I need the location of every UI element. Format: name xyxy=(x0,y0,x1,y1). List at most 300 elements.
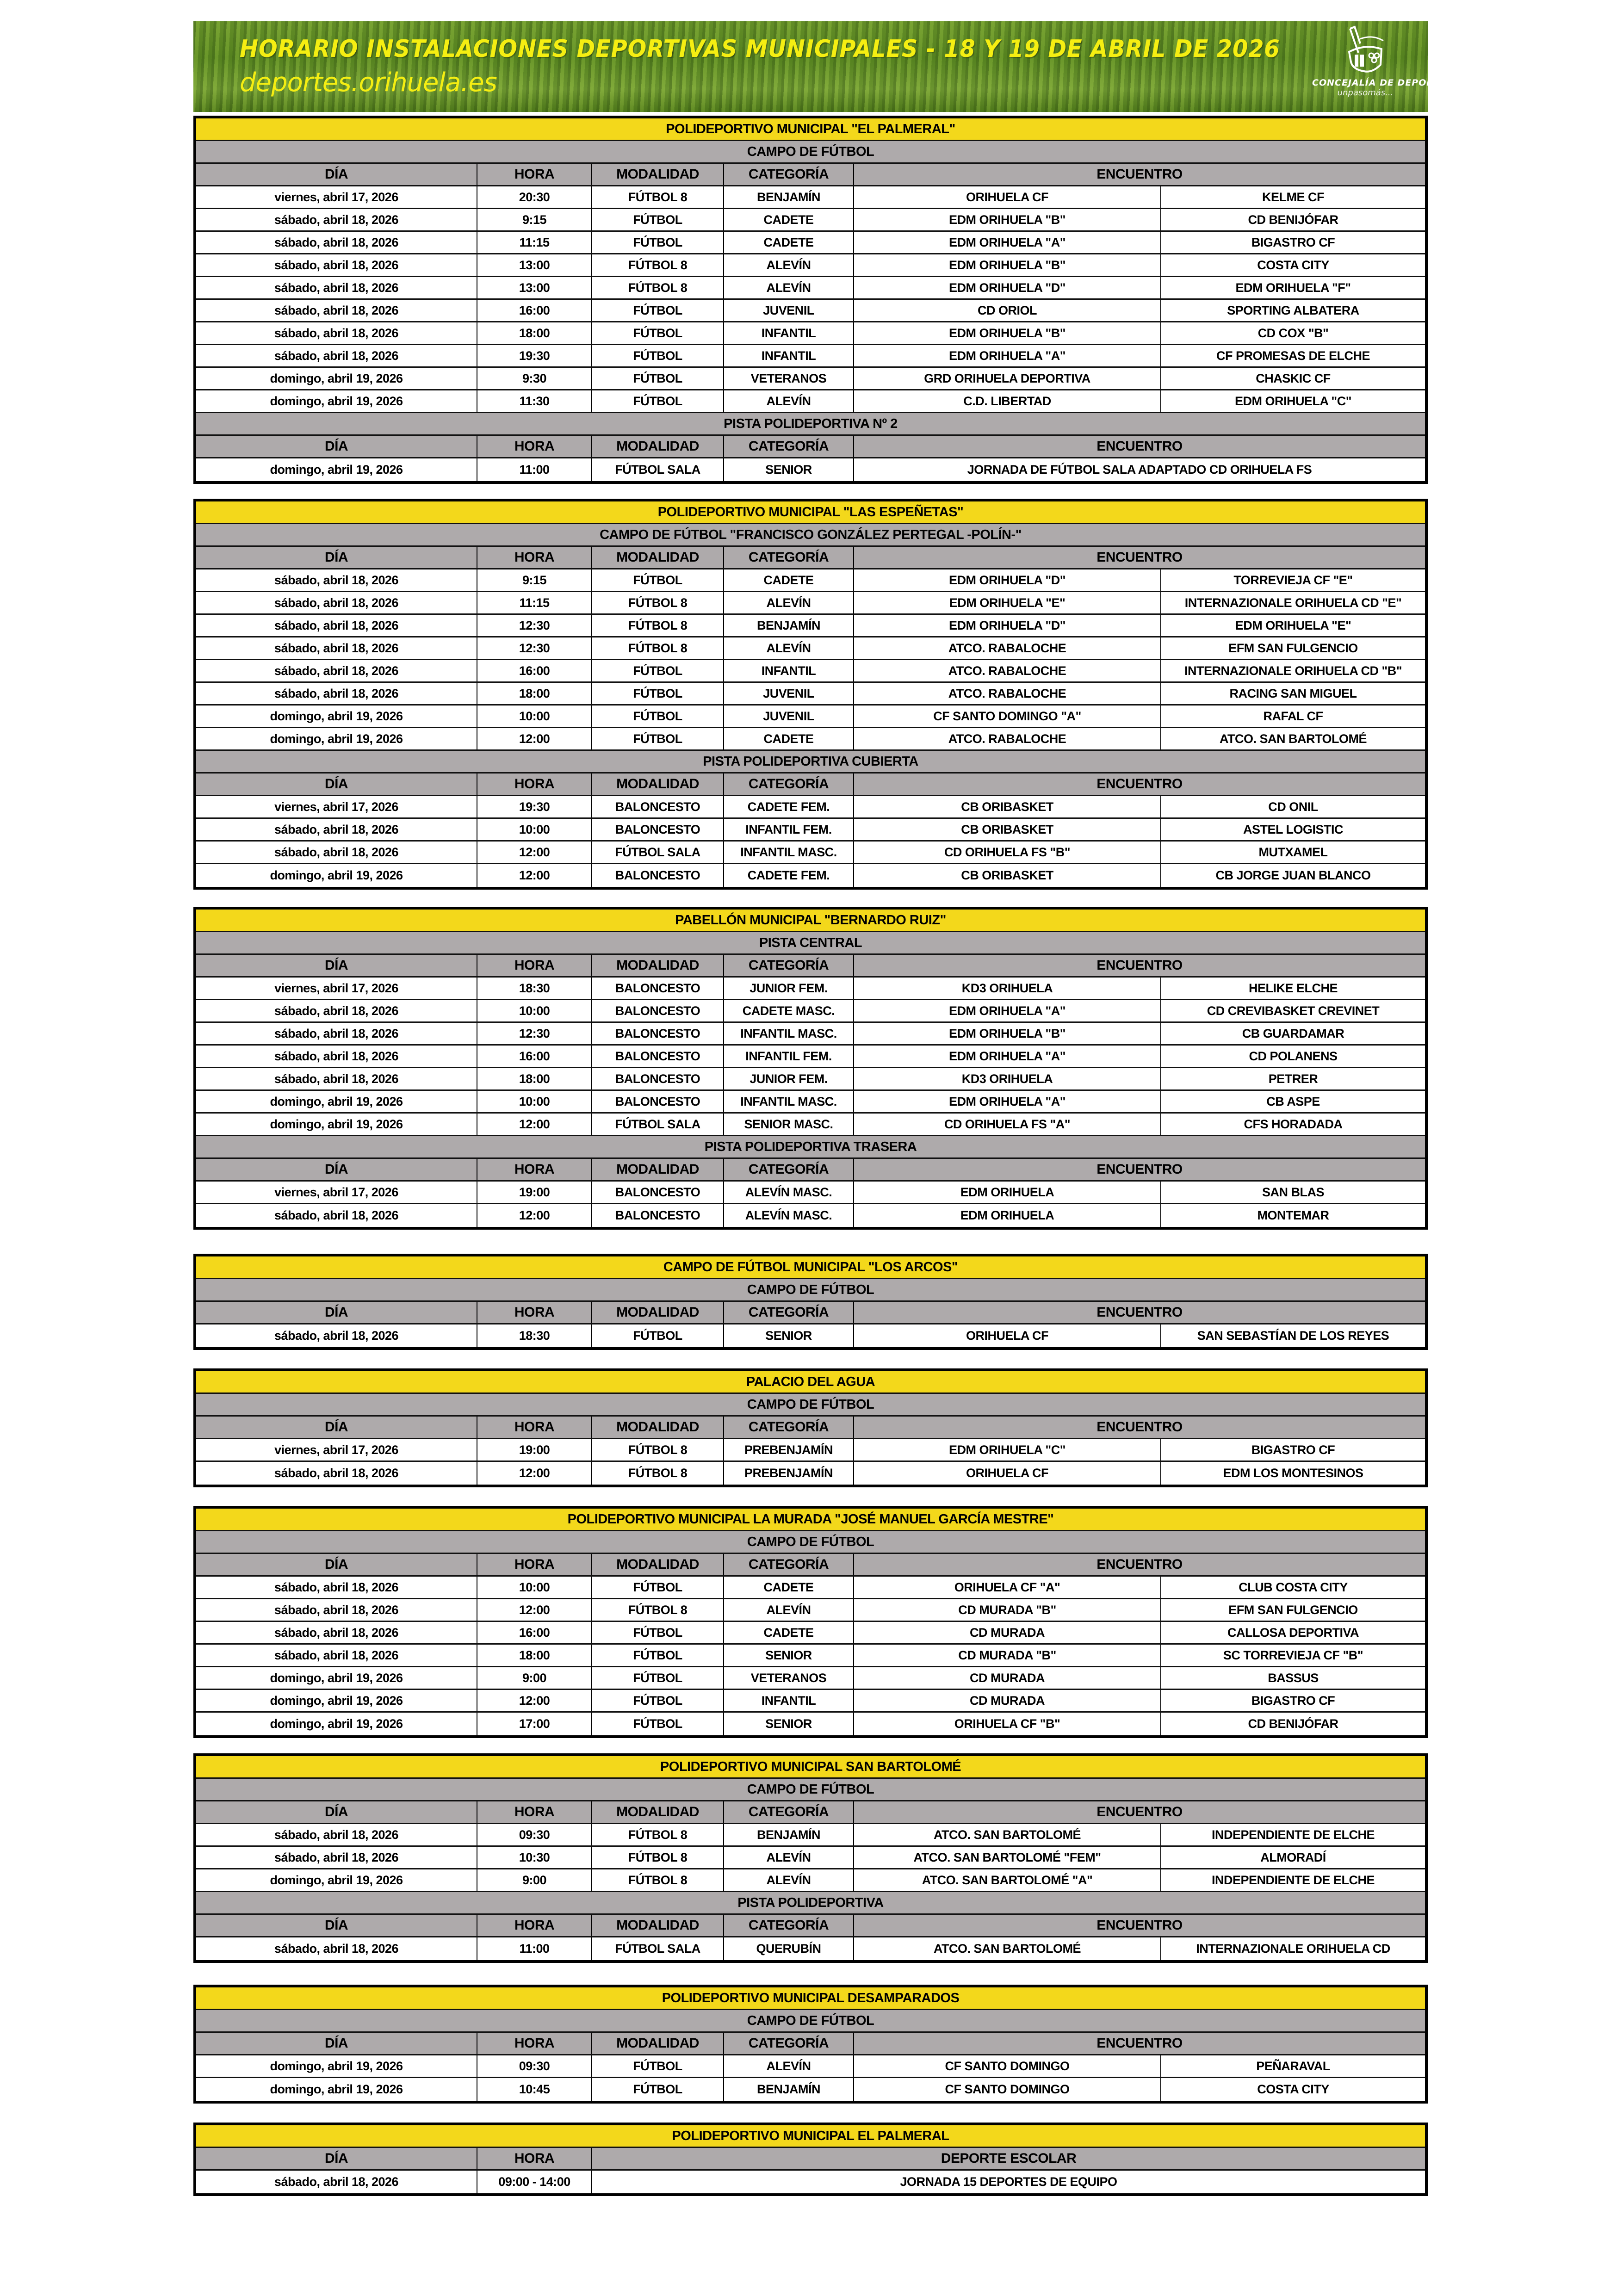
column-header-row xyxy=(196,436,1425,458)
cell-away-team: EDM ORIHUELA "F" xyxy=(1160,277,1425,298)
cell-hora: 18:30 xyxy=(477,978,591,999)
cell-categoria: SENIOR xyxy=(723,1713,853,1735)
header-categoria: CATEGORÍA xyxy=(723,547,853,568)
table-row xyxy=(196,277,1425,300)
cell-home-team: EDM ORIHUELA "D" xyxy=(853,569,1160,591)
cell-categoria: ALEVÍN xyxy=(723,1869,853,1891)
cell-hora: 18:00 xyxy=(477,322,591,344)
cell-hora: 9:00 xyxy=(477,1667,591,1689)
column-header-row xyxy=(196,774,1425,796)
table-row xyxy=(196,796,1425,819)
cell-categoria: CADETE xyxy=(723,209,853,230)
cell-categoria: CADETE xyxy=(723,1577,853,1598)
header-hora: HORA xyxy=(477,164,591,185)
cell-home-team: ATCO. SAN BARTOLOMÉ xyxy=(853,1824,1160,1845)
table-row xyxy=(196,458,1425,481)
cell-modalidad: FÚTBOL 8 xyxy=(591,254,723,276)
cell-home-team: KD3 ORIHUELA xyxy=(853,1068,1160,1089)
cell-hora: 11:15 xyxy=(477,592,591,613)
cell-away-team: CD BENIJÓFAR xyxy=(1160,1713,1425,1735)
header-categoria: CATEGORÍA xyxy=(723,1801,853,1823)
facility-title-row xyxy=(196,501,1425,524)
cell-hora: 12:00 xyxy=(477,728,591,749)
table-row xyxy=(196,390,1425,413)
cell-dia: sábado, abril 18, 2026 xyxy=(274,1466,399,1480)
cell-modalidad: BALONCESTO xyxy=(591,1068,723,1089)
table-row xyxy=(196,728,1425,751)
cell-away-team: CF PROMESAS DE ELCHE xyxy=(1160,345,1425,366)
cell-modalidad: FÚTBOL 8 xyxy=(591,637,723,659)
table-row xyxy=(196,1847,1425,1869)
cell-hora: 12:30 xyxy=(477,1023,591,1044)
cell-dia: sábado, abril 18, 2026 xyxy=(274,1026,399,1040)
cell-home-team: CD ORIHUELA FS "B" xyxy=(853,842,1160,863)
column-header-row xyxy=(196,547,1425,569)
table-row xyxy=(196,1114,1425,1136)
table-row xyxy=(196,1000,1425,1023)
cell-categoria: ALEVÍN MASC. xyxy=(723,1182,853,1203)
cell-categoria: VETERANOS xyxy=(723,368,853,389)
cell-categoria: BENJAMÍN xyxy=(723,1824,853,1845)
header-categoria: CATEGORÍA xyxy=(723,436,853,457)
table-row xyxy=(196,232,1425,254)
cell-categoria: CADETE FEM. xyxy=(723,864,853,887)
cell-away-team: CB JORGE JUAN BLANCO xyxy=(1160,864,1425,887)
cell-modalidad: FÚTBOL xyxy=(591,368,723,389)
header-hora: HORA xyxy=(477,2033,591,2054)
header-categoria: CATEGORÍA xyxy=(723,164,853,185)
header-hora: HORA xyxy=(477,774,591,795)
cell-dia: sábado, abril 18, 2026 xyxy=(274,573,399,587)
website-link[interactable]: deportes.orihuela.es xyxy=(240,68,497,98)
venue-name: PISTA POLIDEPORTIVA Nº 2 xyxy=(724,416,898,431)
header-modalidad: MODALIDAD xyxy=(591,1159,723,1180)
facility-title: POLIDEPORTIVO MUNICIPAL EL PALMERAL xyxy=(672,2128,949,2143)
cell-hora: 16:00 xyxy=(477,1622,591,1643)
cell-home-team: EDM ORIHUELA "A" xyxy=(853,1046,1160,1067)
header-hora: HORA xyxy=(477,436,591,457)
cell-modalidad: FÚTBOL SALA xyxy=(591,1114,723,1135)
table-row xyxy=(196,660,1425,683)
cell-away-team: EFM SAN FULGENCIO xyxy=(1160,1599,1425,1621)
table-row xyxy=(196,1690,1425,1713)
cell-modalidad: BALONCESTO xyxy=(591,978,723,999)
cell-home-team: CD ORIHUELA FS "A" xyxy=(853,1114,1160,1135)
cell-modalidad: BALONCESTO xyxy=(591,1000,723,1021)
facility-title: POLIDEPORTIVO MUNICIPAL DESAMPARADOS xyxy=(662,1990,960,2005)
table-row xyxy=(196,637,1425,660)
cell-home-team: EDM ORIHUELA "D" xyxy=(853,615,1160,636)
cell-away-team: TORREVIEJA CF "E" xyxy=(1160,569,1425,591)
cell-categoria: JUNIOR FEM. xyxy=(723,978,853,999)
cell-home-team: ORIHUELA CF "A" xyxy=(853,1577,1160,1598)
header-encuentro: ENCUENTRO xyxy=(853,1417,1425,1438)
column-header-row xyxy=(196,1417,1425,1439)
cell-dia: sábado, abril 18, 2026 xyxy=(274,1071,399,1086)
column-header-row xyxy=(196,1159,1425,1182)
header-hora: HORA xyxy=(477,1801,591,1823)
cell-hora: 10:00 xyxy=(477,1577,591,1598)
column-header-row xyxy=(196,955,1425,978)
cell-dia: domingo, abril 19, 2026 xyxy=(270,709,403,723)
cell-dia: sábado, abril 18, 2026 xyxy=(274,212,399,227)
header-dia: DÍA xyxy=(324,2151,348,2166)
header-encuentro: ENCUENTRO xyxy=(853,1915,1425,1936)
header-dia: DÍA xyxy=(324,439,348,454)
cell-away-team: CB ASPE xyxy=(1160,1091,1425,1112)
cell-home-team: EDM ORIHUELA "A" xyxy=(853,1000,1160,1021)
cell-hora: 16:00 xyxy=(477,300,591,321)
cell-away-team: BIGASTRO CF xyxy=(1160,1439,1425,1461)
table-row xyxy=(196,1824,1425,1847)
cell-modalidad: FÚTBOL xyxy=(591,1645,723,1666)
cell-hora: 10:45 xyxy=(477,2078,591,2101)
facility-title-row xyxy=(196,910,1425,932)
cell-home-team: CB ORIBASKET xyxy=(853,819,1160,840)
header-modalidad: MODALIDAD xyxy=(591,547,723,568)
cell-categoria: SENIOR xyxy=(723,458,853,481)
cell-home-team: CF SANTO DOMINGO xyxy=(853,2055,1160,2077)
cell-modalidad: FÚTBOL 8 xyxy=(591,1869,723,1891)
cell-away-team: RAFAL CF xyxy=(1160,706,1425,727)
cell-away-team: BIGASTRO CF xyxy=(1160,232,1425,253)
header-deporte-escolar: DEPORTE ESCOLAR xyxy=(591,2148,1425,2169)
cell-away-team: CLUB COSTA CITY xyxy=(1160,1577,1425,1598)
column-header-row xyxy=(196,164,1425,186)
table-row xyxy=(196,254,1425,277)
cell-dia: sábado, abril 18, 2026 xyxy=(274,1003,399,1018)
cell-home-team: ORIHUELA CF xyxy=(853,186,1160,208)
table-row xyxy=(196,186,1425,209)
header-hora: HORA xyxy=(477,1302,591,1323)
facility-section xyxy=(193,1985,1428,2104)
venue-name: PISTA POLIDEPORTIVA CUBIERTA xyxy=(703,754,918,769)
header-categoria: CATEGORÍA xyxy=(723,2033,853,2054)
table-row xyxy=(196,1667,1425,1690)
table-row xyxy=(196,1023,1425,1046)
facility-section xyxy=(193,1368,1428,1487)
cell-away-team: COSTA CITY xyxy=(1160,2078,1425,2101)
cell-home-team: CD MURADA "B" xyxy=(853,1645,1160,1666)
cell-home-team: EDM ORIHUELA "C" xyxy=(853,1439,1160,1461)
cell-categoria: INFANTIL MASC. xyxy=(723,842,853,863)
cell-hora: 18:00 xyxy=(477,683,591,704)
cell-away-team: MONTEMAR xyxy=(1160,1204,1425,1227)
cell-away-team: BASSUS xyxy=(1160,1667,1425,1689)
table-row xyxy=(196,345,1425,368)
cell-hora: 13:00 xyxy=(477,254,591,276)
logo-name: CONCEJALÍA DE DEPORTES xyxy=(1312,78,1453,88)
cell-away-team: INTERNAZIONALE ORIHUELA CD "E" xyxy=(1160,592,1425,613)
cell-home-team: KD3 ORIHUELA xyxy=(853,978,1160,999)
cell-away-team: ASTEL LOGISTIC xyxy=(1160,819,1425,840)
cell-dia: viernes, abril 17, 2026 xyxy=(274,1442,398,1457)
venue-name: CAMPO DE FÚTBOL xyxy=(747,1534,874,1549)
cell-hora: 16:00 xyxy=(477,660,591,681)
table-row xyxy=(196,1645,1425,1667)
header-categoria: CATEGORÍA xyxy=(723,1554,853,1575)
cell-modalidad: FÚTBOL xyxy=(591,1324,723,1347)
header-hora: HORA xyxy=(477,1915,591,1936)
header-hora: HORA xyxy=(477,1417,591,1438)
header-hora: HORA xyxy=(477,547,591,568)
cell-hora: 9:30 xyxy=(477,368,591,389)
table-row xyxy=(196,842,1425,864)
cell-hora: 9:00 xyxy=(477,1869,591,1891)
cell-home-team: EDM ORIHUELA "B" xyxy=(853,1023,1160,1044)
header-dia: DÍA xyxy=(324,1918,348,1933)
header-modalidad: MODALIDAD xyxy=(591,436,723,457)
cell-categoria: VETERANOS xyxy=(723,1667,853,1689)
cell-dia: sábado, abril 18, 2026 xyxy=(274,326,399,340)
cell-home-team: EDM ORIHUELA "A" xyxy=(853,232,1160,253)
header-encuentro: ENCUENTRO xyxy=(853,1801,1425,1823)
cell-home-team: ATCO. SAN BARTOLOMÉ "A" xyxy=(853,1869,1160,1891)
cell-hora: 12:00 xyxy=(477,1462,591,1485)
venue-row xyxy=(196,1394,1425,1417)
cell-home-team: ATCO. RABALOCHE xyxy=(853,728,1160,749)
cell-away-team: PETRER xyxy=(1160,1068,1425,1089)
venue-name: PISTA CENTRAL xyxy=(759,935,862,950)
table-row xyxy=(196,683,1425,706)
cell-hora: 17:00 xyxy=(477,1713,591,1735)
header-dia: DÍA xyxy=(324,167,348,182)
table-row xyxy=(196,1713,1425,1735)
cell-dia: domingo, abril 19, 2026 xyxy=(270,1671,403,1685)
cell-dia: sábado, abril 18, 2026 xyxy=(274,348,399,363)
cell-categoria: ALEVÍN xyxy=(723,254,853,276)
header-dia: DÍA xyxy=(324,1419,348,1435)
cell-home-team: EDM ORIHUELA "A" xyxy=(853,345,1160,366)
cell-home-team: ATCO. RABALOCHE xyxy=(853,660,1160,681)
cell-dia: sábado, abril 18, 2026 xyxy=(274,280,399,295)
cell-home-team: CD MURADA xyxy=(853,1622,1160,1643)
table-row xyxy=(196,2078,1425,2101)
cell-modalidad: FÚTBOL xyxy=(591,706,723,727)
table-row xyxy=(196,978,1425,1000)
cell-categoria: ALEVÍN xyxy=(723,390,853,412)
cell-hora: 11:00 xyxy=(477,458,591,481)
cell-modalidad: FÚTBOL 8 xyxy=(591,1462,723,1485)
cell-away-team: CD POLANENS xyxy=(1160,1046,1425,1067)
cell-categoria: CADETE xyxy=(723,728,853,749)
cell-categoria: BENJAMÍN xyxy=(723,615,853,636)
facility-title: POLIDEPORTIVO MUNICIPAL "EL PALMERAL" xyxy=(666,121,955,136)
cell-away-team: ATCO. SAN BARTOLOMÉ xyxy=(1160,728,1425,749)
table-row xyxy=(196,592,1425,615)
cell-modalidad: FÚTBOL xyxy=(591,2078,723,2101)
cell-hora: 09:30 xyxy=(477,1824,591,1845)
venue-name: CAMPO DE FÚTBOL xyxy=(747,2013,874,2028)
cell-away-team: CD CREVIBASKET CREVINET xyxy=(1160,1000,1425,1021)
cell-modalidad: FÚTBOL SALA xyxy=(591,842,723,863)
cell-dia: sábado, abril 18, 2026 xyxy=(274,1942,399,1956)
cell-hora: 16:00 xyxy=(477,1046,591,1067)
column-header-row xyxy=(196,1801,1425,1824)
cell-hora: 12:00 xyxy=(477,1690,591,1711)
cell-home-team: CB ORIBASKET xyxy=(853,796,1160,817)
venue-row xyxy=(196,751,1425,774)
cell-dia: viernes, abril 17, 2026 xyxy=(274,799,398,814)
school-sport-section xyxy=(193,2123,1428,2196)
cell-categoria: INFANTIL xyxy=(723,660,853,681)
cell-categoria: BENJAMÍN xyxy=(723,186,853,208)
cell-categoria: CADETE xyxy=(723,569,853,591)
cell-categoria: CADETE xyxy=(723,1622,853,1643)
concejalia-logo xyxy=(1312,25,1453,108)
cell-away-team: INDEPENDIENTE DE ELCHE xyxy=(1160,1869,1425,1891)
header-categoria: CATEGORÍA xyxy=(723,955,853,976)
cell-hora: 19:30 xyxy=(477,796,591,817)
venue-row xyxy=(196,1531,1425,1554)
cell-away-team: EFM SAN FULGENCIO xyxy=(1160,637,1425,659)
table-row xyxy=(196,209,1425,232)
cell-dia: sábado, abril 18, 2026 xyxy=(274,822,399,836)
cell-categoria: CADETE xyxy=(723,232,853,253)
column-header-row xyxy=(196,2033,1425,2055)
table-row xyxy=(196,368,1425,390)
cell-categoria: INFANTIL MASC. xyxy=(723,1023,853,1044)
cell-modalidad: FÚTBOL xyxy=(591,300,723,321)
header-hora: HORA xyxy=(477,1554,591,1575)
table-row xyxy=(196,1599,1425,1622)
facility-title-row xyxy=(196,1371,1425,1394)
cell-dia: viernes, abril 17, 2026 xyxy=(274,190,398,204)
cell-dia: domingo, abril 19, 2026 xyxy=(270,868,403,882)
cell-away-team: KELME CF xyxy=(1160,186,1425,208)
header-encuentro: ENCUENTRO xyxy=(853,774,1425,795)
header-modalidad: MODALIDAD xyxy=(591,1915,723,1936)
facility-section xyxy=(193,907,1428,1230)
cell-dia: sábado, abril 18, 2026 xyxy=(274,1603,399,1617)
cell-categoria: CADETE MASC. xyxy=(723,1000,853,1021)
cell-home-team: ATCO. SAN BARTOLOMÉ "FEM" xyxy=(853,1847,1160,1868)
cell-hora: 12:00 xyxy=(477,864,591,887)
table-row xyxy=(196,864,1425,887)
cell-dia: sábado, abril 18, 2026 xyxy=(274,1049,399,1063)
header-dia: DÍA xyxy=(324,1162,348,1177)
cell-hora: 09:00 - 14:00 xyxy=(477,2171,591,2193)
cell-away-team: SC TORREVIEJA CF "B" xyxy=(1160,1645,1425,1666)
header-encuentro: ENCUENTRO xyxy=(853,436,1425,457)
cell-categoria: ALEVÍN xyxy=(723,277,853,298)
cell-modalidad: BALONCESTO xyxy=(591,1091,723,1112)
header-dia: DÍA xyxy=(324,776,348,792)
cell-hora: 10:00 xyxy=(477,1091,591,1112)
cell-dia: sábado, abril 18, 2026 xyxy=(274,1850,399,1864)
cell-hora: 12:00 xyxy=(477,842,591,863)
header-categoria: CATEGORÍA xyxy=(723,1159,853,1180)
cell-modalidad: FÚTBOL xyxy=(591,390,723,412)
cell-dia: sábado, abril 18, 2026 xyxy=(274,618,399,632)
cell-hora: 10:00 xyxy=(477,819,591,840)
cell-dia: domingo, abril 19, 2026 xyxy=(270,1873,403,1887)
cell-categoria: ALEVÍN xyxy=(723,637,853,659)
cell-modalidad: FÚTBOL xyxy=(591,1667,723,1689)
cell-categoria: INFANTIL FEM. xyxy=(723,1046,853,1067)
cell-modalidad: BALONCESTO xyxy=(591,1023,723,1044)
cell-categoria: JUVENIL xyxy=(723,300,853,321)
cell-categoria: SENIOR xyxy=(723,1645,853,1666)
cell-home-team: EDM ORIHUELA "E" xyxy=(853,592,1160,613)
header-modalidad: MODALIDAD xyxy=(591,1801,723,1823)
cell-home-team: CD ORIOL xyxy=(853,300,1160,321)
cell-home-team: EDM ORIHUELA "B" xyxy=(853,209,1160,230)
facility-section xyxy=(193,1254,1428,1350)
header-categoria: CATEGORÍA xyxy=(723,1417,853,1438)
header-dia: DÍA xyxy=(324,2036,348,2051)
cell-home-team: CF SANTO DOMINGO "A" xyxy=(853,706,1160,727)
cell-dia: domingo, abril 19, 2026 xyxy=(270,1094,403,1108)
cell-dia: domingo, abril 19, 2026 xyxy=(270,463,403,477)
cell-categoria: INFANTIL FEM. xyxy=(723,819,853,840)
header-hora: HORA xyxy=(477,1159,591,1180)
cell-encuentro: JORNADA DE FÚTBOL SALA ADAPTADO CD ORIHUELA FS xyxy=(853,458,1425,481)
facility-title: PABELLÓN MUNICIPAL "BERNARDO RUIZ" xyxy=(675,912,946,928)
table-row xyxy=(196,1182,1425,1204)
table-row xyxy=(196,1622,1425,1645)
header-dia: DÍA xyxy=(324,1557,348,1572)
cell-dia: viernes, abril 17, 2026 xyxy=(274,981,398,995)
cell-away-team: INTERNAZIONALE ORIHUELA CD xyxy=(1160,1937,1425,1960)
cell-hora: 9:15 xyxy=(477,569,591,591)
table-row xyxy=(196,706,1425,728)
cell-categoria: PREBENJAMÍN xyxy=(723,1439,853,1461)
header-hora: HORA xyxy=(477,955,591,976)
cell-away-team: CD ONIL xyxy=(1160,796,1425,817)
table-row xyxy=(196,1046,1425,1068)
cell-hora: 12:30 xyxy=(477,637,591,659)
cell-modalidad: FÚTBOL 8 xyxy=(591,1847,723,1868)
cell-home-team: CF SANTO DOMINGO xyxy=(853,2078,1160,2101)
table-row xyxy=(196,1869,1425,1892)
cell-categoria: ALEVÍN xyxy=(723,592,853,613)
cell-away-team: BIGASTRO CF xyxy=(1160,1690,1425,1711)
cell-home-team: GRD ORIHUELA DEPORTIVA xyxy=(853,368,1160,389)
cell-away-team: CD BENIJÓFAR xyxy=(1160,209,1425,230)
header-modalidad: MODALIDAD xyxy=(591,1302,723,1323)
header-hora: HORA xyxy=(477,2148,591,2169)
facility-title-row xyxy=(196,1256,1425,1279)
header-banner xyxy=(193,21,1453,112)
facility-section xyxy=(193,1506,1428,1738)
table-row xyxy=(196,1937,1425,1960)
cell-modalidad: BALONCESTO xyxy=(591,1046,723,1067)
cell-categoria: ALEVÍN xyxy=(723,2055,853,2077)
cell-hora: 9:15 xyxy=(477,209,591,230)
cell-modalidad: FÚTBOL 8 xyxy=(591,1439,723,1461)
page-title: HORARIO INSTALACIONES DEPORTIVAS MUNICIPALES - 18 Y 19 DE ABRIL DE 2026 xyxy=(240,35,1280,63)
header-categoria: CATEGORÍA xyxy=(723,1302,853,1323)
cell-modalidad: FÚTBOL xyxy=(591,232,723,253)
cell-dia: sábado, abril 18, 2026 xyxy=(274,1329,399,1343)
cell-home-team: CD MURADA xyxy=(853,1667,1160,1689)
cell-modalidad: FÚTBOL xyxy=(591,569,723,591)
cell-hora: 10:00 xyxy=(477,1000,591,1021)
column-header-row xyxy=(196,1915,1425,1937)
cell-away-team: MUTXAMEL xyxy=(1160,842,1425,863)
table-row xyxy=(196,615,1425,637)
cell-modalidad: FÚTBOL xyxy=(591,1577,723,1598)
cell-categoria: BENJAMÍN xyxy=(723,2078,853,2101)
table-row xyxy=(196,300,1425,322)
cell-modalidad: FÚTBOL xyxy=(591,683,723,704)
cell-hora: 11:30 xyxy=(477,390,591,412)
cell-hora: 10:30 xyxy=(477,1847,591,1868)
table-row xyxy=(196,819,1425,842)
cell-home-team: CD MURADA xyxy=(853,1690,1160,1711)
venue-row xyxy=(196,1279,1425,1302)
